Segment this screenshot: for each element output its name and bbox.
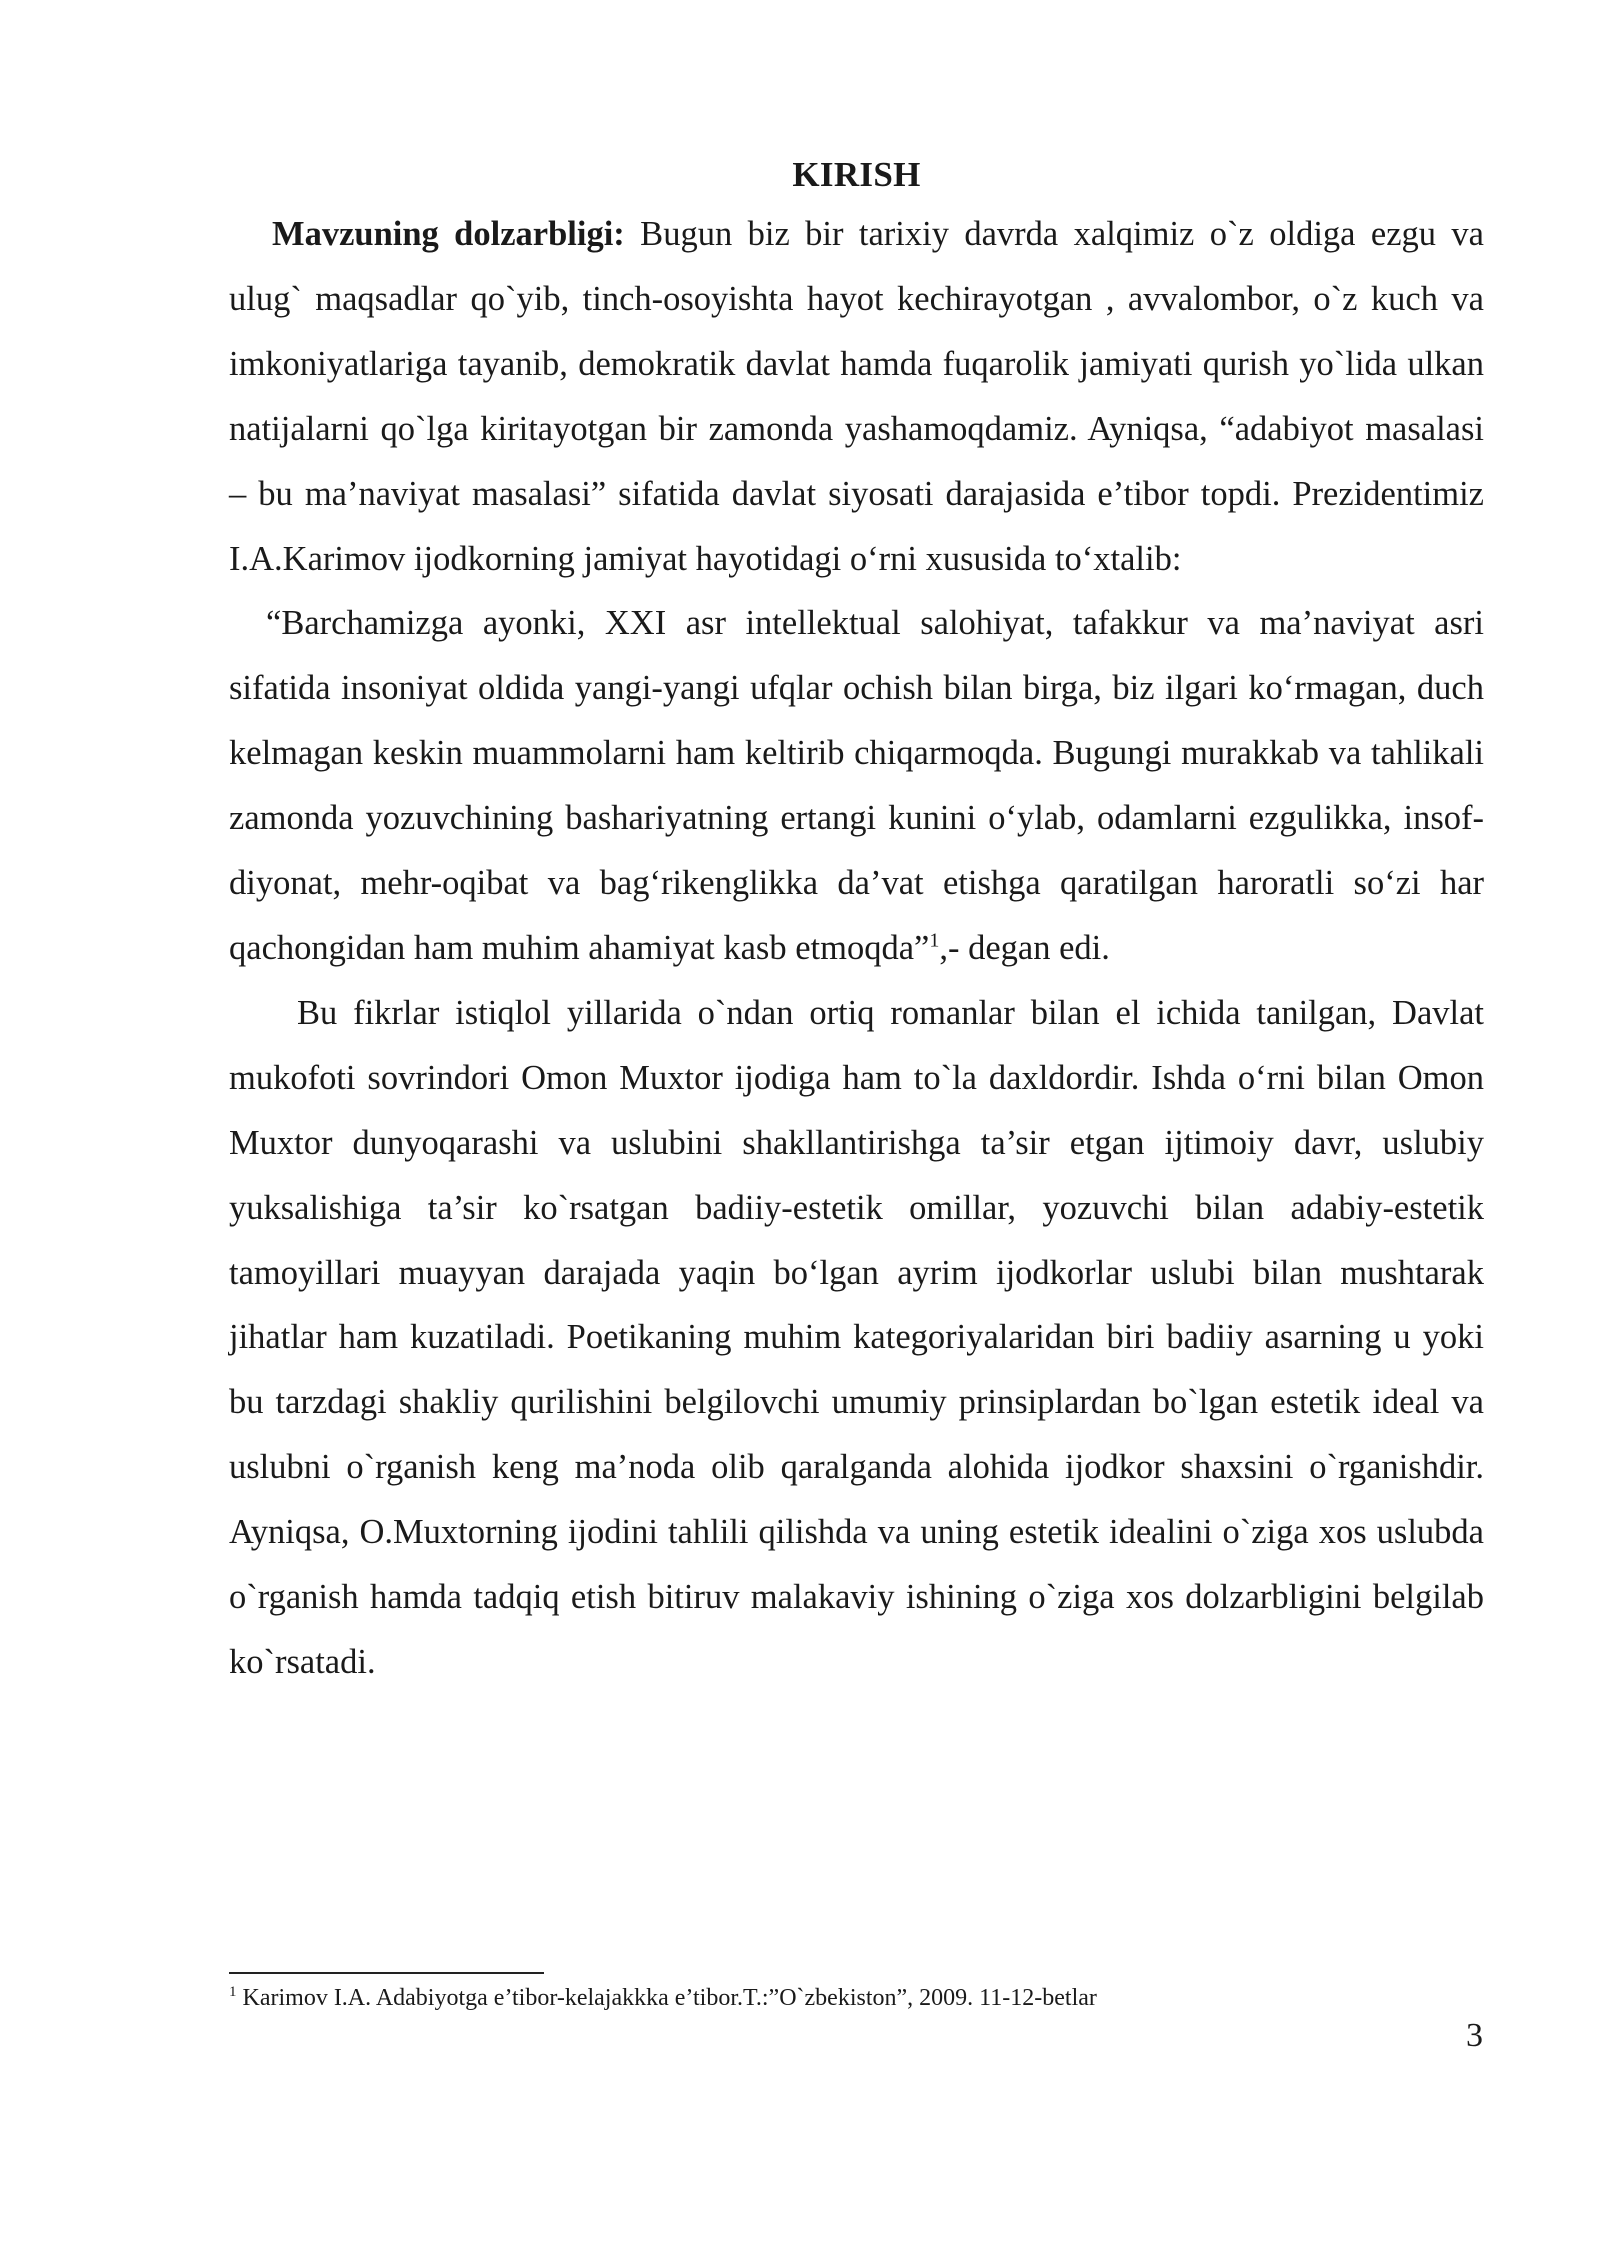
footnote-marker: 1 — [229, 1984, 237, 2000]
paragraph-author-context — [229, 981, 1484, 1695]
footnote-reference[interactable]: 1 — [929, 929, 940, 952]
footnote-text: Karimov I.A. Adabiyotga e’tibor-kelajakkka e’tibor.T.:”O`zbekiston”, 2009. 11-12-betlar — [242, 1985, 1097, 2011]
quote-text: “Barchamizga ayonki, XXI asr intellektual salohiyat, tafakkur va ma’naviyat asri sifatida insoniyat oldida yangi-yangi ufqlar ochish bilan birga, biz ilgari ko‘rmagan, duch kelmagan keskin muammolarni ham keltirib chiqarmoqda. Bugungi murakkab va tahlikali zamonda yozuvchining bashariyatning ertangi kunini o‘ylab, odamlarni ezgulikka, insof-diyonat, mehr-oqibat va bag‘rikenglikka da’vat etishga qaratilgan haroratli so‘zi har qachongidan ham muhim ahamiyat kasb etmoqda” — [229, 604, 1484, 967]
paragraph-author-context-text: Bu fikrlar istiqlol yillarida o`ndan ortiq romanlar bilan el ichida tanilgan, Davlat mukofoti sovrindori Omon Muxtor ijodiga ham to`la daxldordir. Ishda o‘rni bilan Omon Muxtor dunyoqarashi va uslubini shakllantirishga ta’sir etgan ijtimoiy davr, uslubiy yuksalishiga ta’sir ko`rsatgan badiiy-estetik omillar, yozuvchi bilan adabiy-estetik tamoyillari muayyan darajada yaqin bo‘lgan ayrim ijodkorlar uslubi bilan mushtarak jihatlar ham kuzatiladi. Poetikaning muhim kategoriyalaridan biri badiiy asarning u yoki bu tarzdagi shakliy qurilishini belgilovchi umumiy prinsiplardan bo`lgan estetik ideal va uslubni o`rganish keng ma’noda olib qaralganda alohida ijodkor shaxsini o`rganishdir. Ayniqsa, O.Muxtorning ijodini tahlili qilishda va uning estetik idealini o`ziga xos uslubda o`rganish hamda tadqiq etish bitiruv malakaviy ishining o`ziga xos dolzarbligini belgilab ko`rsatadi. — [229, 993, 1484, 1681]
page-number: 3 — [1466, 2017, 1483, 2054]
paragraph-lead-label: Mavzuning dolzarbligi: — [272, 215, 625, 253]
footnote-divider — [229, 1972, 544, 1974]
page-body — [229, 148, 1484, 1695]
quote-tail: ,- degan edi. — [939, 928, 1110, 967]
paragraph-quote — [229, 591, 1484, 980]
page-title: KIRISH — [792, 155, 921, 194]
paragraph-relevance — [229, 202, 1484, 591]
footnote — [229, 1982, 1097, 2014]
paragraph-relevance-text: Bugun biz bir tarixiy davrda xalqimiz o`z oldiga ezgu va ulug` maqsadlar qo`yib, tinch-osoyishta hayot kechirayotgan , avvalombor, o`z kuch va imkoniyatlariga tayanib, demokratik davlat hamda fuqarolik jamiyati qurish yo`lida ulkan natijalarni qo`lga kiritayotgan bir zamonda yashamoqdamiz. Ayniqsa, “adabiyot masalasi – bu ma’naviyat masalasi” sifatida davlat siyosati darajasida e’tibor topdi. Prezidentimiz I.A.Karimov ijodkorning jamiyat hayotidagi o‘rni xususida to‘xtalib: — [229, 215, 1484, 578]
